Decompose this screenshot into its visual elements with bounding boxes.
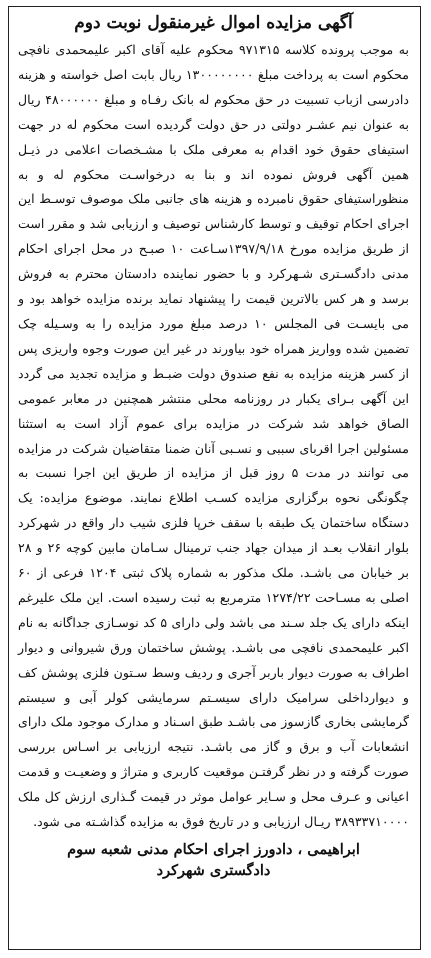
auction-notice — [8, 6, 421, 950]
signature-line-1: ابراهیمی ، دادورز اجرای احکام مدنی شعبه سوم — [67, 841, 360, 858]
notice-signature — [18, 839, 409, 881]
notice-body: به موجب پرونده کلاسه ۹۷۱۳۱۵ محکوم علیه آقای اکبر علیمحمدی نافچی محکوم است به پرداخت مبلغ ۱۳۰۰۰۰۰۰۰۰ ریال بابت اصل خواسته و هزینه دادرسی ازباب تسبیت در حق محکوم له بانک رفـاه و مبلغ ۴۸۰۰۰۰۰۰ ریال به عنوان نیم عشـر دولتی در حق دولت گردیده است محکوم له در جهت استیفای حقوق خود اقدام به معرفی ملک با مشـخصات اعلامی در ذیـل همین آگهی فروش نموده اند و بنا به درخواسـت محکوم له و به منظوراستیفای حقوق نامبرده و هزینه های جانبی ملک موصوف توسـط این اجرای احکام توقیف و توسط کارشناس توصیف و ارزیابی شد و مقرر است از طریق مزایده مورخ ۱۳۹۷/۹/۱۸سـاعت ۱۰ صبـح در محل اجرای احکام مدنی دادگسـتری شـهرکرد و با حضور نماینده دادستان محترم به فروش برسد و هر کس بالاترین قیمت را پیشنهاد نماید برنده مزایده خواهد بود و می بایسـت فی المجلس ۱۰ درصد مبلغ مورد مزایده را به وسـیله چک تضمین شده وواریز همراه خود بیاورند در غیر این صورت وجوه واریزی پس از کسر هزینه مزایده به نفع صندوق دولت ضبـط و مزایده تجدید می گردد این آگهی بـرای یکبار در روزنامه محلی منتشر همچنین در معابر عمومی الصاق خواهد شد شرکت در مزایده برای عموم آزاد است به استثنا مسئولین اجرا اقربای سببی و نسـبی آنان ضمنا متقاضیان شرکت در مزایده می توانند در مدت ۵ روز قبل از مزایده از طریق این اجرا نسبت به چگونگی نحوه برگزاری مزایده کسـب اطلاع نمایند. موضوع مزایده: یک دستگاه ساختمان یک طبقه با سقف خرپا فلزی شیب دار واقع در شهرکرد بلوار انقلاب بعـد از میدان جهاد جنب ترمینال سـامان مابین کوچه ۲۶ و ۲۸ بر خیابان می باشـد. ملک مذکور به شماره پلاک ثبتی ۱۲۰۴ فرعی از ۶۰ اصلی به مسـاحت ۱۲۷۴/۲۲ مترمربع به ثبت رسیده است. این ملک علیرغم اینکه دارای یک جلد سـند می باشد ولی دارای ۵ کد نوسـازی جداگانه به نام اکبر علیمحمدی نافچی می باشـد. پوشش ساختمان ورق شیروانی و دیوار اطراف به صورت دیوار باربر آجری و ردیف وسط سـتون فلزی پوشش کف و دیوارداخلی سرامیک دارای سیسـتم سرمایشی کولر آبی و سیستم گرمایشی بخاری گازسوز می باشـد طبق اسـناد و مدارک موجود ملک دارای انشعابات آب و برق و گاز می باشـد. نتیجه ارزیابی بر اسـاس بررسی صورت گرفته و در نظر گرفتـن موقعیت کاربری و متراژ و وضعیـت و قدمت اعیانی و عـرف محل و سـایر عوامل موثر در قیمت گـذاری ارزش کل ملک ۳۸۹۳۳۷۱۰۰۰۰ ریـال ارزیابی و در تاریخ فوق به مزایده گذاشـته می شود. — [18, 42, 410, 830]
notice-title: آگهی مزایده اموال غیرمنقول نوبت دوم — [74, 13, 353, 33]
signature-line-2: دادگستری شهرکرد — [156, 862, 271, 879]
